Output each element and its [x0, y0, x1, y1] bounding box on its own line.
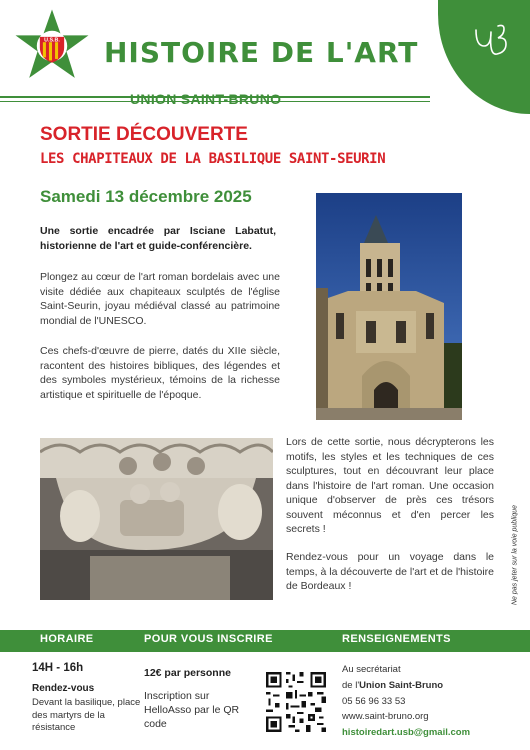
footer-heading-renseignements: RENSEIGNEMENTS [342, 633, 451, 645]
logo-text: U.S.B. [44, 37, 60, 44]
capital-sculpture-photo [40, 438, 273, 600]
event-subtitle: LES CHAPITEAUX DE LA BASILIQUE SAINT-SEURIN [40, 151, 386, 167]
contact-email[interactable]: histoiredart.usb@gmail.com [342, 727, 471, 738]
contact-website[interactable]: www.saint-bruno.org [342, 711, 429, 722]
contact-org-name: Union Saint-Bruno [359, 680, 444, 691]
meeting-place: Devant la basilique, place des martyrs de la résistance [32, 697, 141, 733]
page-title: HISTOIRE DE L'ART [104, 36, 419, 69]
contact-phone: 05 56 96 33 53 [342, 696, 406, 707]
footer-heading-horaire: HORAIRE [40, 633, 94, 645]
price: 12€ par personne [144, 667, 231, 679]
contact-line-2 [342, 680, 443, 691]
side-note [507, 480, 523, 630]
usb-star-logo [14, 8, 90, 84]
rendezvous-label: Rendez-vous [32, 683, 95, 694]
contact-prefix: de l' [342, 680, 360, 691]
registration-method: Inscription sur HelloAsso par le QR code [144, 690, 240, 730]
side-note-text: Ne pas jeter sur la voie publique [511, 504, 519, 606]
event-date: Samedi 13 décembre 2025 [40, 187, 252, 206]
hours: 14H - 16h [32, 662, 84, 674]
event-label: SORTIE DÉCOUVERTE [40, 124, 248, 145]
usb-monogram-icon [470, 22, 514, 62]
basilica-photo [316, 193, 462, 420]
paragraph-3: Lors de cette sortie, nous décrypterons les motifs, les styles et les techniques de ces sculptures, tout en découvrant leur place dans l'histoire de l'art roman. Une occasion unique d'observer de près ces trésors souvent méconnus et d'en percer les secrets ! [286, 436, 494, 535]
organisation-name: UNION SAINT-BRUNO [130, 91, 282, 107]
qr-code[interactable] [264, 670, 328, 734]
footer-heading-inscription: POUR VOUS INSCRIRE [144, 633, 273, 645]
paragraph-1: Plongez au cœur de l'art roman bordelais avec une visite dédiée aux chapiteaux sculptés de l'église Saint-Seurin, joyau médiéval classé au patrimoine mondial de l'UNESCO. [40, 271, 280, 327]
intro-paragraph: Une sortie encadrée par Isciane Labatut, historienne de l'art et guide-conférencière. [40, 225, 276, 252]
contact-line-1: Au secrétariat [342, 664, 401, 675]
paragraph-4: Rendez-vous pour un voyage dans le temps, à la découverte de l'art et de l'histoire de Bordeaux ! [286, 551, 494, 592]
paragraph-2: Ces chefs-d'œuvre de pierre, datés du XIIe siècle, racontent des histoires bibliques, des légendes et des symboles mystérieux, témoins de la richesse artistique et spirituelle de l'époque. [40, 345, 280, 401]
